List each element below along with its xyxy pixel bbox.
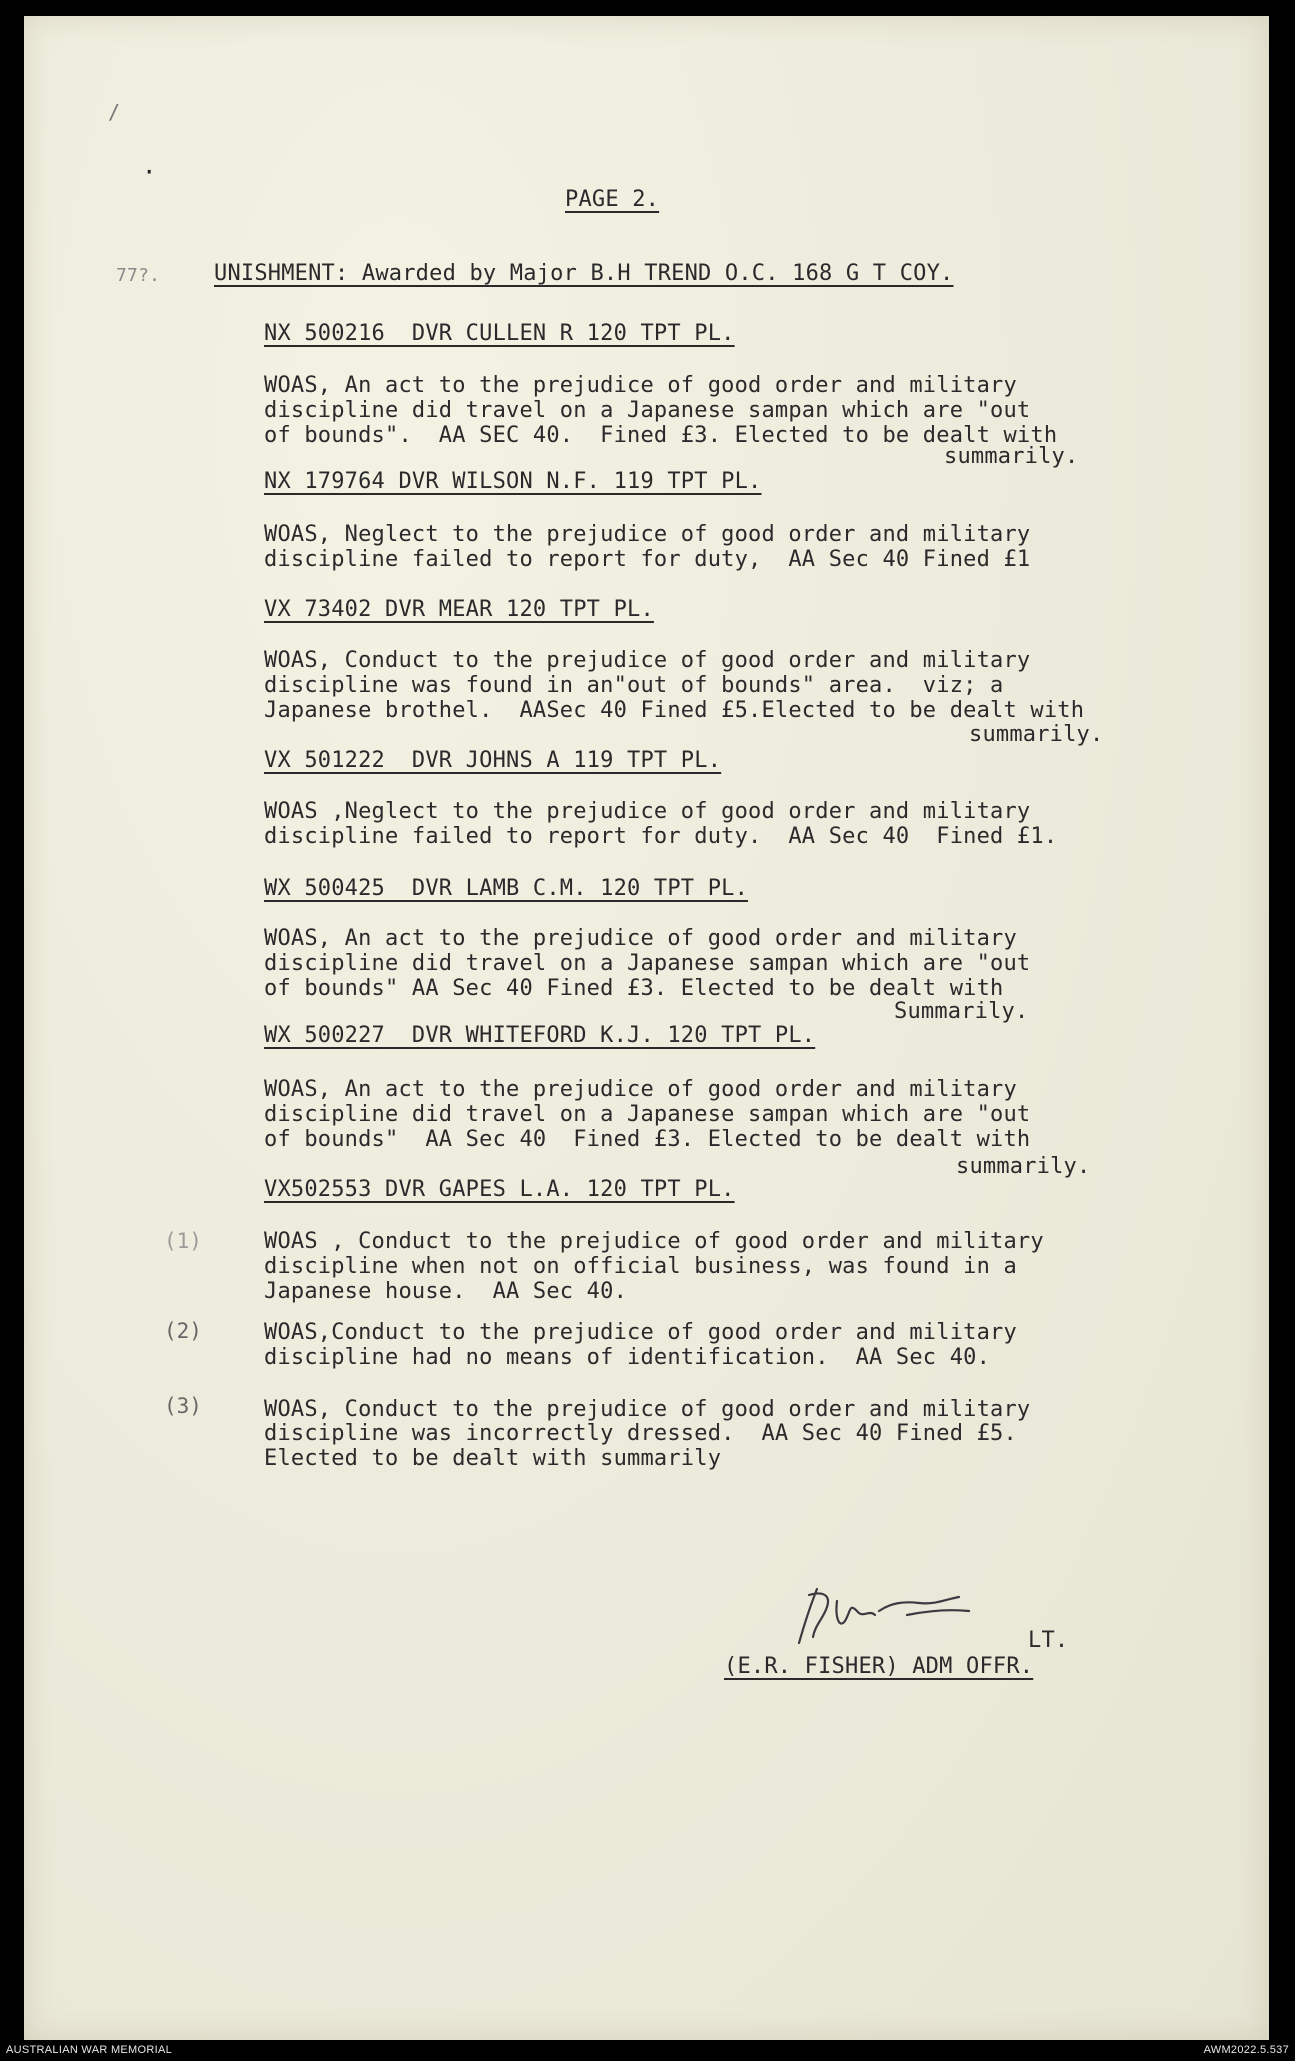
margin-tick: / bbox=[108, 100, 121, 124]
entry-tail: summarily. bbox=[956, 1154, 1091, 1179]
charge-number: (2) bbox=[164, 1319, 202, 1343]
entry-line: of bounds" AA Sec 40 Fined £3. Elected to be dealt with bbox=[264, 976, 1004, 1001]
charge-line: discipline was incorrectly dressed. AA Sec 40 Fined £5. bbox=[264, 1421, 1017, 1446]
entry-tail: summarily. bbox=[969, 722, 1104, 747]
entry-line: discipline failed to report for duty, AA Sec 40 Fined £1 bbox=[264, 547, 1031, 572]
charge-number: (3) bbox=[164, 1394, 202, 1418]
signature-rank: LT. bbox=[1028, 1628, 1069, 1653]
punishment-heading: UNISHMENT: Awarded by Major B.H TREND O.C. 168 G T COY. bbox=[214, 261, 954, 286]
charge-line: WOAS,Conduct to the prejudice of good order and military bbox=[264, 1320, 1017, 1345]
entry-line: Japanese brothel. AASec 40 Fined £5.Elected to be dealt with bbox=[264, 698, 1085, 723]
entry-heading: VX 501222 DVR JOHNS A 119 TPT PL. bbox=[264, 748, 722, 773]
entry-tail: Summarily. bbox=[894, 999, 1029, 1024]
footer-accession-number: AWM2022.5.537 bbox=[1203, 2044, 1289, 2056]
page-title: PAGE 2. bbox=[565, 187, 660, 212]
entry-line: WOAS ,Neglect to the prejudice of good order and military bbox=[264, 799, 1031, 824]
entry-line: WOAS, An act to the prejudice of good order and military bbox=[264, 373, 1017, 398]
charge-line: Elected to be dealt with summarily bbox=[264, 1446, 722, 1471]
entry-line: of bounds" AA Sec 40 Fined £3. Elected to be dealt with bbox=[264, 1127, 1031, 1152]
entry-heading: NX 500216 DVR CULLEN R 120 TPT PL. bbox=[264, 321, 735, 346]
charge-line: discipline had no means of identification. AA Sec 40. bbox=[264, 1345, 991, 1370]
entry-line: discipline did travel on a Japanese sampan which are "out bbox=[264, 951, 1031, 976]
handwritten-signature bbox=[779, 1581, 1039, 1651]
entry-line: discipline was found in an"out of bounds" area. viz; a bbox=[264, 673, 1004, 698]
charge-number: (1) bbox=[164, 1229, 202, 1253]
header-margin-mark: 77?. bbox=[116, 265, 161, 286]
entry-line: discipline did travel on a Japanese sampan which are "out bbox=[264, 398, 1031, 423]
entry-line: of bounds". AA SEC 40. Fined £3. Elected to be dealt with bbox=[264, 423, 1058, 448]
entry-line: discipline did travel on a Japanese sampan which are "out bbox=[264, 1102, 1031, 1127]
entry-line: discipline failed to report for duty. AA Sec 40 Fined £1. bbox=[264, 824, 1058, 849]
entry-heading: VX502553 DVR GAPES L.A. 120 TPT PL. bbox=[264, 1177, 735, 1202]
entry-heading: WX 500425 DVR LAMB C.M. 120 TPT PL. bbox=[264, 876, 749, 901]
entry-line: WOAS, Neglect to the prejudice of good order and military bbox=[264, 522, 1031, 547]
charge-line: WOAS, Conduct to the prejudice of good order and military bbox=[264, 1397, 1031, 1422]
document-page bbox=[24, 16, 1269, 2040]
entry-line: WOAS, An act to the prejudice of good order and military bbox=[264, 1077, 1017, 1102]
charge-line: Japanese house. AA Sec 40. bbox=[264, 1279, 628, 1304]
footer-archive-name: AUSTRALIAN WAR MEMORIAL bbox=[6, 2044, 173, 2056]
entry-line: WOAS, Conduct to the prejudice of good order and military bbox=[264, 648, 1031, 673]
entry-line: WOAS, An act to the prejudice of good order and military bbox=[264, 926, 1017, 951]
entry-heading: NX 179764 DVR WILSON N.F. 119 TPT PL. bbox=[264, 469, 762, 494]
entry-heading: VX 73402 DVR MEAR 120 TPT PL. bbox=[264, 597, 654, 622]
entry-heading: WX 500227 DVR WHITEFORD K.J. 120 TPT PL. bbox=[264, 1023, 816, 1048]
signature-name: (E.R. FISHER) ADM OFFR. bbox=[724, 1654, 1034, 1679]
entry-tail: summarily. bbox=[944, 444, 1079, 469]
charge-line: discipline when not on official business, was found in a bbox=[264, 1254, 1017, 1279]
charge-line: WOAS , Conduct to the prejudice of good order and military bbox=[264, 1229, 1044, 1254]
margin-speck: · bbox=[142, 158, 157, 186]
